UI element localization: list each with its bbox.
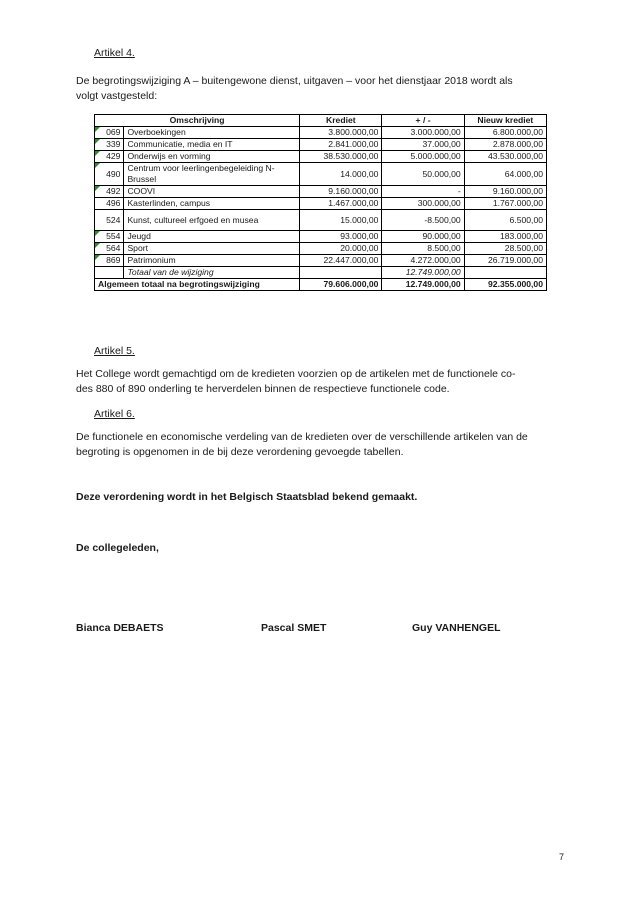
row-code-empty [95, 267, 124, 279]
row-nieuw: 26.719.000,00 [464, 255, 546, 267]
row-delta: - [382, 186, 464, 198]
row-nieuw: 2.878.000,00 [464, 139, 546, 151]
table-header-row [95, 115, 547, 127]
table-row [95, 231, 547, 243]
row-krediet: 20.000,00 [300, 243, 382, 255]
table-row [95, 163, 547, 186]
row-delta: 37.000,00 [382, 139, 464, 151]
cell-comment-marker-icon [95, 151, 100, 156]
row-nieuw: 6.500,00 [464, 210, 546, 231]
publication-statement: Deze verordening wordt in het Belgisch Staatsblad bekend gemaakt. [76, 491, 418, 503]
artikel-4-heading: Artikel 4. [94, 47, 135, 59]
signatory-3: Guy VANHENGEL [412, 622, 501, 634]
row-description: Centrum voor leerlingenbegeleiding N-Brussel [124, 163, 300, 186]
subtotal-krediet-empty [300, 267, 382, 279]
artikel-6-text [76, 430, 552, 460]
row-nieuw: 183.000,00 [464, 231, 546, 243]
table-row [95, 139, 547, 151]
row-code: 339 [95, 139, 124, 151]
signatory-1: Bianca DEBAETS [76, 622, 164, 634]
row-code: 492 [95, 186, 124, 198]
row-krediet: 15.000,00 [300, 210, 382, 231]
table-row [95, 198, 547, 210]
header-delta: + / - [382, 115, 464, 127]
row-nieuw: 9.160.000,00 [464, 186, 546, 198]
grand-total-row [95, 279, 547, 291]
row-delta: 5.000.000,00 [382, 151, 464, 163]
artikel-6-line-1: De functionele en economische verdeling van de kredieten over de verschillende artikelen van de [76, 431, 528, 443]
cell-comment-marker-icon [95, 163, 100, 168]
cell-comment-marker-icon [95, 186, 100, 191]
row-description: Kasterlinden, campus [124, 198, 300, 210]
header-nieuw-krediet: Nieuw krediet [464, 115, 546, 127]
artikel-5-text [76, 367, 552, 397]
row-krediet: 22.447.000,00 [300, 255, 382, 267]
row-code: 069 [95, 127, 124, 139]
row-nieuw: 43.530.000,00 [464, 151, 546, 163]
row-delta: 300.000,00 [382, 198, 464, 210]
row-description: Sport [124, 243, 300, 255]
row-krediet: 2.841.000,00 [300, 139, 382, 151]
row-nieuw: 64.000,00 [464, 163, 546, 186]
row-delta: 4.272.000,00 [382, 255, 464, 267]
row-code: 564 [95, 243, 124, 255]
row-description: Onderwijs en vorming [124, 151, 300, 163]
row-description: COOVI [124, 186, 300, 198]
cell-comment-marker-icon [95, 255, 100, 260]
row-krediet: 93.000,00 [300, 231, 382, 243]
artikel-4-line-1: De begrotingswijziging A – buitengewone dienst, uitgaven – voor het dienstjaar 2018 wordt als [76, 75, 513, 87]
row-code: 490 [95, 163, 124, 186]
row-description: Overboekingen [124, 127, 300, 139]
row-delta: 3.000.000,00 [382, 127, 464, 139]
row-code: 429 [95, 151, 124, 163]
row-krediet: 3.800.000,00 [300, 127, 382, 139]
header-omschrijving: Omschrijving [95, 115, 300, 127]
table-row [95, 127, 547, 139]
artikel-5-heading: Artikel 5. [94, 345, 135, 357]
page-number: 7 [559, 852, 565, 862]
row-code: 869 [95, 255, 124, 267]
table-row [95, 255, 547, 267]
grand-total-label: Algemeen totaal na begrotingswijziging [95, 279, 300, 291]
grand-total-krediet: 79.606.000,00 [300, 279, 382, 291]
row-description: Jeugd [124, 231, 300, 243]
grand-total-nieuw: 92.355.000,00 [464, 279, 546, 291]
artikel-6-heading: Artikel 6. [94, 408, 135, 420]
cell-comment-marker-icon [95, 243, 100, 248]
cell-comment-marker-icon [95, 127, 100, 132]
row-nieuw: 1.767.000,00 [464, 198, 546, 210]
subtotal-row [95, 267, 547, 279]
row-delta: -8.500,00 [382, 210, 464, 231]
row-code: 524 [95, 210, 124, 231]
artikel-5-line-1: Het College wordt gemachtigd om de kredieten voorzien op de artikelen met de functionele co- [76, 368, 516, 380]
budget-table [94, 114, 547, 291]
row-nieuw: 6.800.000,00 [464, 127, 546, 139]
table-row [95, 151, 547, 163]
college-label: De collegeleden, [76, 542, 159, 554]
row-code: 496 [95, 198, 124, 210]
signatory-2: Pascal SMET [261, 622, 327, 634]
row-description: Patrimonium [124, 255, 300, 267]
row-krediet: 9.160.000,00 [300, 186, 382, 198]
grand-total-delta: 12.749.000,00 [382, 279, 464, 291]
row-code: 554 [95, 231, 124, 243]
row-delta: 8.500,00 [382, 243, 464, 255]
table-row [95, 243, 547, 255]
cell-comment-marker-icon [95, 139, 100, 144]
subtotal-delta: 12.749.000,00 [382, 267, 464, 279]
row-delta: 90.000,00 [382, 231, 464, 243]
subtotal-label: Totaal van de wijziging [124, 267, 300, 279]
subtotal-nieuw-empty [464, 267, 546, 279]
row-krediet: 38.530.000,00 [300, 151, 382, 163]
header-krediet: Krediet [300, 115, 382, 127]
row-nieuw: 28.500,00 [464, 243, 546, 255]
row-krediet: 1.467.000,00 [300, 198, 382, 210]
artikel-4-line-2: volgt vastgesteld: [76, 90, 158, 102]
cell-comment-marker-icon [95, 231, 100, 236]
row-delta: 50.000,00 [382, 163, 464, 186]
artikel-6-line-2: begroting is opgenomen in de bij deze verordening gevoegde tabellen. [76, 446, 404, 458]
artikel-4-text [76, 74, 552, 104]
table-row [95, 210, 547, 231]
row-description: Communicatie, media en IT [124, 139, 300, 151]
row-description: Kunst, cultureel erfgoed en musea [124, 210, 300, 231]
artikel-5-line-2: des 880 of 890 onderling te herverdelen binnen de respectieve functionele code. [76, 383, 450, 395]
row-krediet: 14.000,00 [300, 163, 382, 186]
table-row [95, 186, 547, 198]
